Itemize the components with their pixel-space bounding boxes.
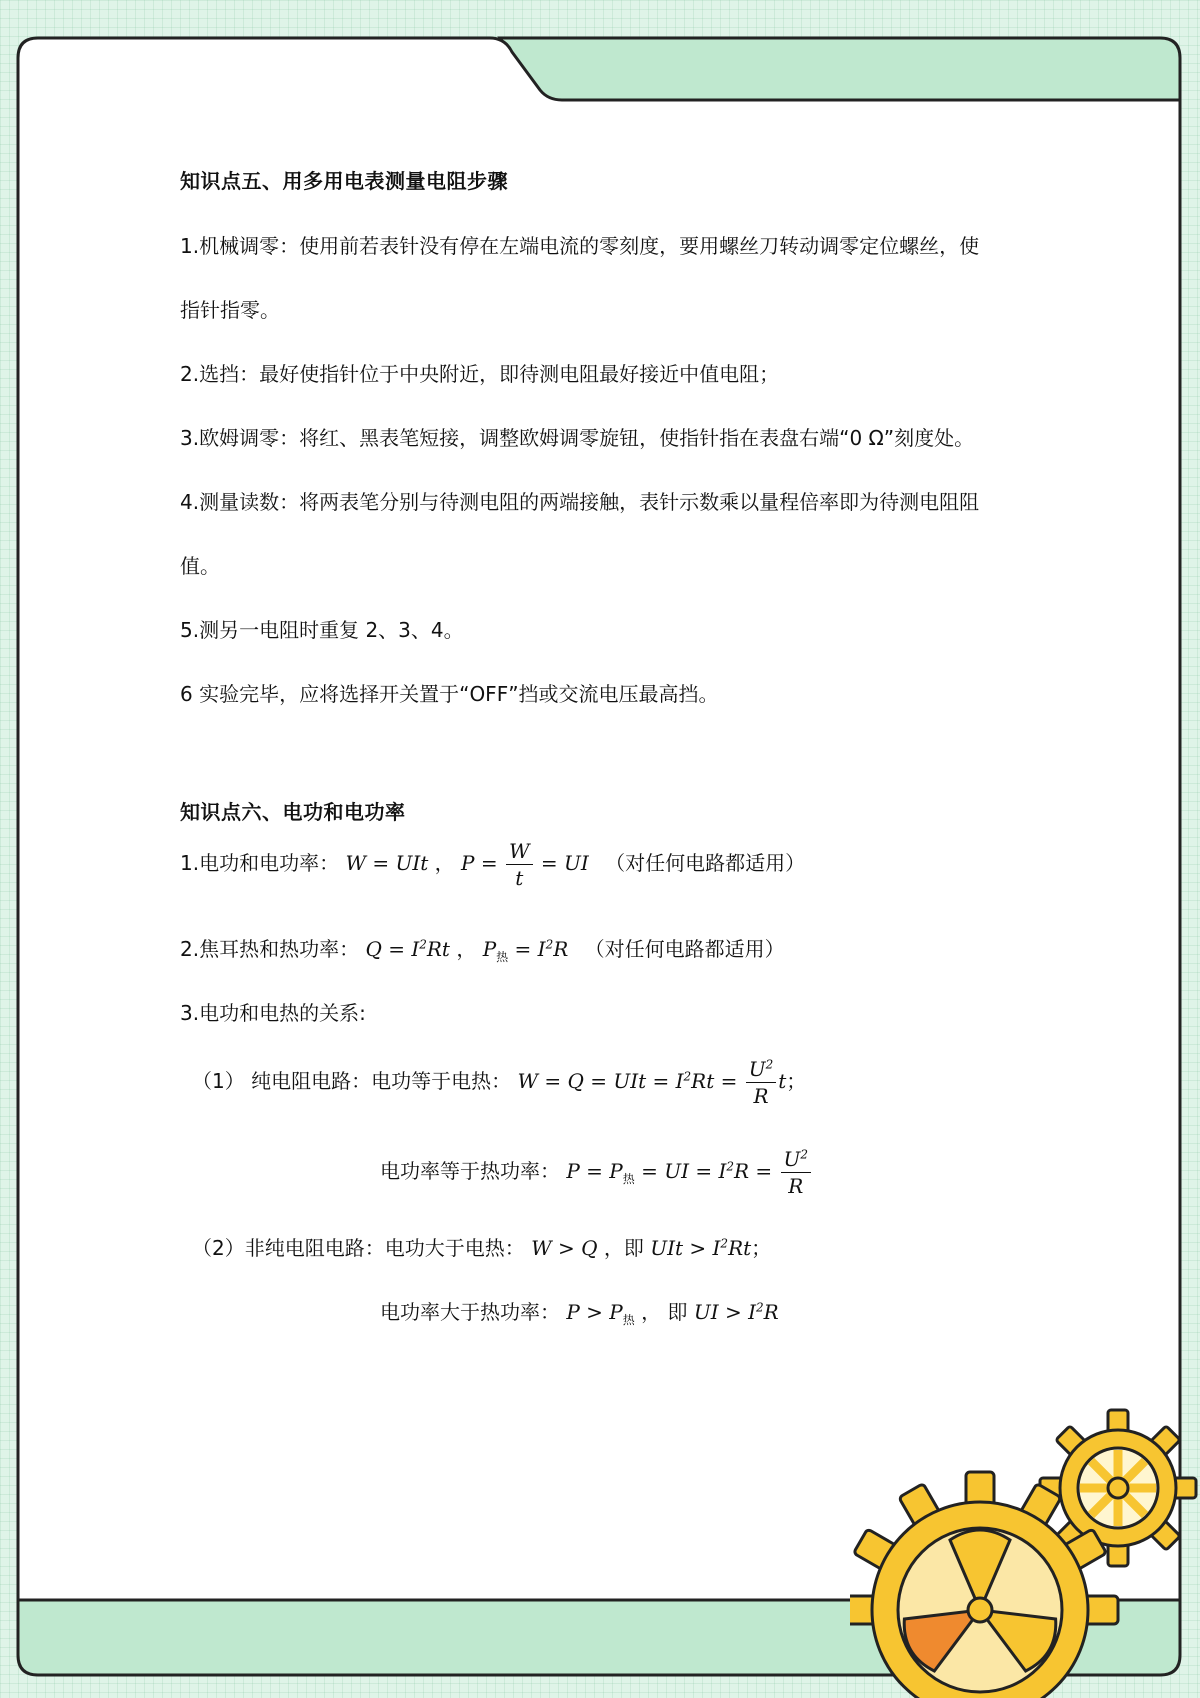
formula-uit-gt-i2rt: UIt > $I^2Rt$ [650, 1236, 752, 1260]
step6: 6 实验完毕，应将选择开关置于“OFF”挡或交流电压最高挡。 [180, 682, 719, 706]
item2-note: （对任何电路都适用） [584, 937, 785, 961]
item2-label: 2.焦耳热和热功率： [180, 937, 360, 961]
nonpure-power-label: 电功率大于热功率： [380, 1300, 560, 1324]
comma: ， [456, 937, 477, 961]
formula-p-w-over-t: P = $\frac{W}{t}$ = UI [461, 839, 589, 890]
formula-ui-gt-i2r: UI > $I^2R$ [693, 1300, 779, 1324]
semicolon: ； [751, 1236, 772, 1260]
formula-w-uit: W = UIt [345, 851, 429, 875]
pure-resistance-power [380, 1148, 813, 1197]
step1-line2: 指针指零。 [180, 298, 280, 322]
item3-label: 3.电功和电热的关系: [180, 1001, 366, 1025]
section6-title: 知识点六、电功和电功率 [180, 800, 406, 824]
semicolon: ； [786, 1069, 807, 1093]
formula-q-i2rt: $Q = I^2Rt$ [365, 937, 450, 961]
step2: 2.选挡：最好使指针位于中央附近，即待测电阻最好接近中值电阻； [180, 362, 780, 386]
formula-p-heat-i2r: $P_热 = I^2R$ [482, 937, 569, 964]
nonpure-resistance-power [380, 1296, 779, 1328]
nonpure-label: （2）非纯电阻电路：电功大于电热： [192, 1236, 525, 1260]
formula-p-gt-p-heat: $P > P_热$ [566, 1300, 635, 1327]
fraction-u2-r: $\frac{U^2}{R}$ [746, 1058, 777, 1107]
gears-decoration [850, 1370, 1200, 1698]
comma: ， [434, 851, 455, 875]
step4-line2: 值。 [180, 554, 220, 578]
heat-subscript: 热 [496, 950, 509, 964]
item2-joule-heat [180, 933, 785, 965]
nonpure-resistance-work [192, 1232, 771, 1261]
formula-w-q-uit: W = Q = UIt = $I^2Rt$ = $\frac{U^2}{R}$ t [517, 1057, 787, 1108]
pure-label: （1） 纯电阻电路：电功等于电热： [192, 1069, 512, 1093]
step1-line1: 1.机械调零：使用前若表针没有停在左端电流的零刻度，要用螺丝刀转动调零定位螺丝，使 [180, 234, 980, 258]
formula-p-p-heat: $P = P_热$ = UI = $I^2R$ = $\frac{U^2}{R}$ [566, 1159, 813, 1183]
item1-note: （对任何电路都适用） [605, 851, 806, 875]
top-tab [500, 38, 1180, 100]
fraction-w-t: $\frac{W}{t}$ [506, 840, 533, 889]
heat-subscript: 热 [622, 1313, 635, 1327]
step4-line1: 4.测量读数：将两表笔分别与待测电阻的两端接触，表针示数乘以量程倍率即为待测电阻阻 [180, 490, 980, 514]
formula-w-gt-q: W > Q [531, 1236, 598, 1260]
step5: 5.测另一电阻时重复 2、3、4。 [180, 618, 464, 642]
pure-power-label: 电功率等于热功率： [380, 1159, 560, 1183]
item1-label: 1.电功和电功率： [180, 851, 340, 875]
fraction-u2-r-power: $\frac{U^2}{R}$ [781, 1148, 812, 1197]
step3: 3.欧姆调零：将红、黑表笔短接，调整欧姆调零旋钮，使指针指在表盘右端“0 Ω”刻度处。 [180, 426, 975, 450]
nonpure-ji: ，即 [603, 1236, 644, 1260]
nonpure-power-ji: ， 即 [641, 1300, 688, 1324]
pure-resistance-work [192, 1058, 806, 1107]
heat-subscript: 热 [622, 1172, 635, 1186]
section5-title: 知识点五、用多用电表测量电阻步骤 [180, 169, 508, 193]
item1-electric-work-power [180, 840, 805, 889]
